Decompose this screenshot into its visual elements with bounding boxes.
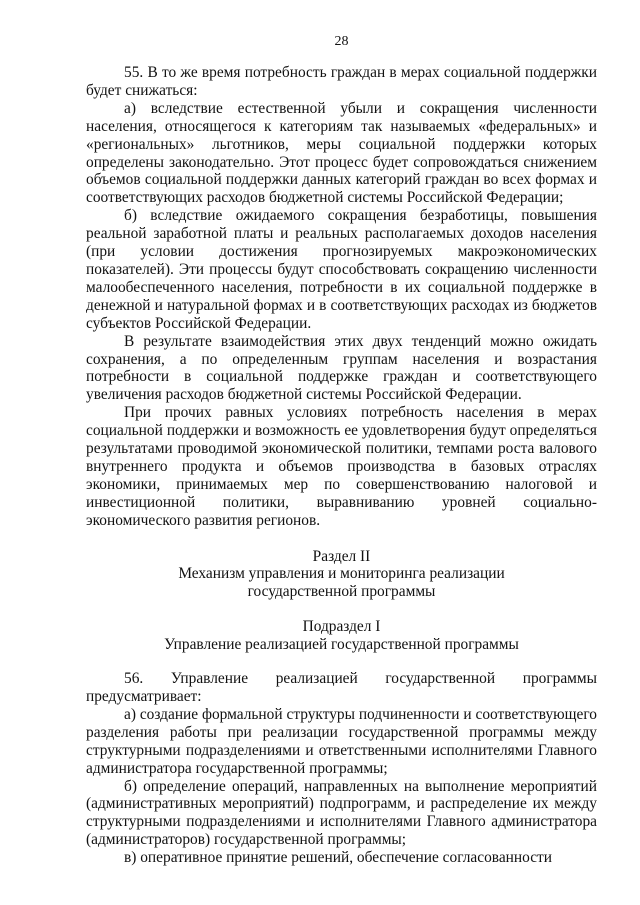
subsection-label: Подраздел I	[302, 618, 381, 636]
section-title-line2: государственной программы	[247, 583, 436, 601]
paragraph-55-b: б) вследствие ожидаемого сокращения безработицы, повышения реальной заработной платы и реальных располагаемых доходов населения (при условии достижения прогнозируемых макроэкономических показателей). Эти процессы будут способствовать сокращению численности малообеспеченного населения, потребности в их социальной поддержке в денежной и натуральной формах и в соответствующих расходах из бюджетов субъектов Российской Федерации.	[86, 207, 597, 332]
page-content	[86, 64, 597, 867]
paragraph-55-intro: 55. В то же время потребность граждан в мерах социальной поддержки будет снижаться:	[86, 64, 597, 99]
subsection-title: Управление реализацией государственной программы	[164, 636, 519, 654]
paragraph-55-a: а) вследствие естественной убыли и сокращения численности населения, относящегося к категориям так называемых «федеральных» и «региональных» льготников, меры социальной поддержки которых определены законодательно. Этот процесс будет сопровождаться снижением объемов социальной поддержки данных категорий граждан во всех формах и соответствующих расходов бюджетной системы Российской Федерации;	[86, 99, 597, 207]
spacer	[86, 601, 597, 618]
spacer	[86, 530, 597, 548]
paragraph-56-intro: 56. Управление реализацией государственной программы предусматривает:	[86, 670, 597, 705]
section-label: Раздел II	[312, 547, 371, 565]
paragraph-result: В результате взаимодействия этих двух тенденций можно ожидать сохранения, а по определенным группам населения и возрастания потребности в социальной поддержке граждан и соответствующего увеличения расходов бюджетной системы Российской Федерации.	[86, 332, 597, 404]
spacer	[86, 654, 597, 670]
paragraph-56-b: б) определение операций, направленных на выполнение мероприятий (административных мероприятий) подпрограмм, и распределение их между структурными подразделениями и исполнителями Главного администратора (администраторов) государственной программы;	[86, 777, 597, 849]
paragraph-56-a: а) создание формальной структуры подчиненности и соответствующего разделения работы при реализации государственной программы между структурными подразделениями и ответственными исполнителями Главного администратора государственной программы;	[86, 705, 597, 777]
section-title-line1: Механизм управления и мониторинга реализации	[178, 565, 505, 583]
paragraph-conditions: При прочих равных условиях потребность населения в мерах социальной поддержки и возможность ее удовлетворения будут определяться результатами проводимой экономической политики, темпами роста валового внутреннего продукта и объемов производства в базовых отраслях экономики, принимаемых мер по совершенствованию налоговой и инвестиционной политики, выравниванию уровней социально-экономического развития регионов.	[86, 404, 597, 529]
page-number: 28	[334, 34, 349, 49]
paragraph-56-c: в) оперативное принятие решений, обеспечение согласованности	[124, 849, 553, 867]
